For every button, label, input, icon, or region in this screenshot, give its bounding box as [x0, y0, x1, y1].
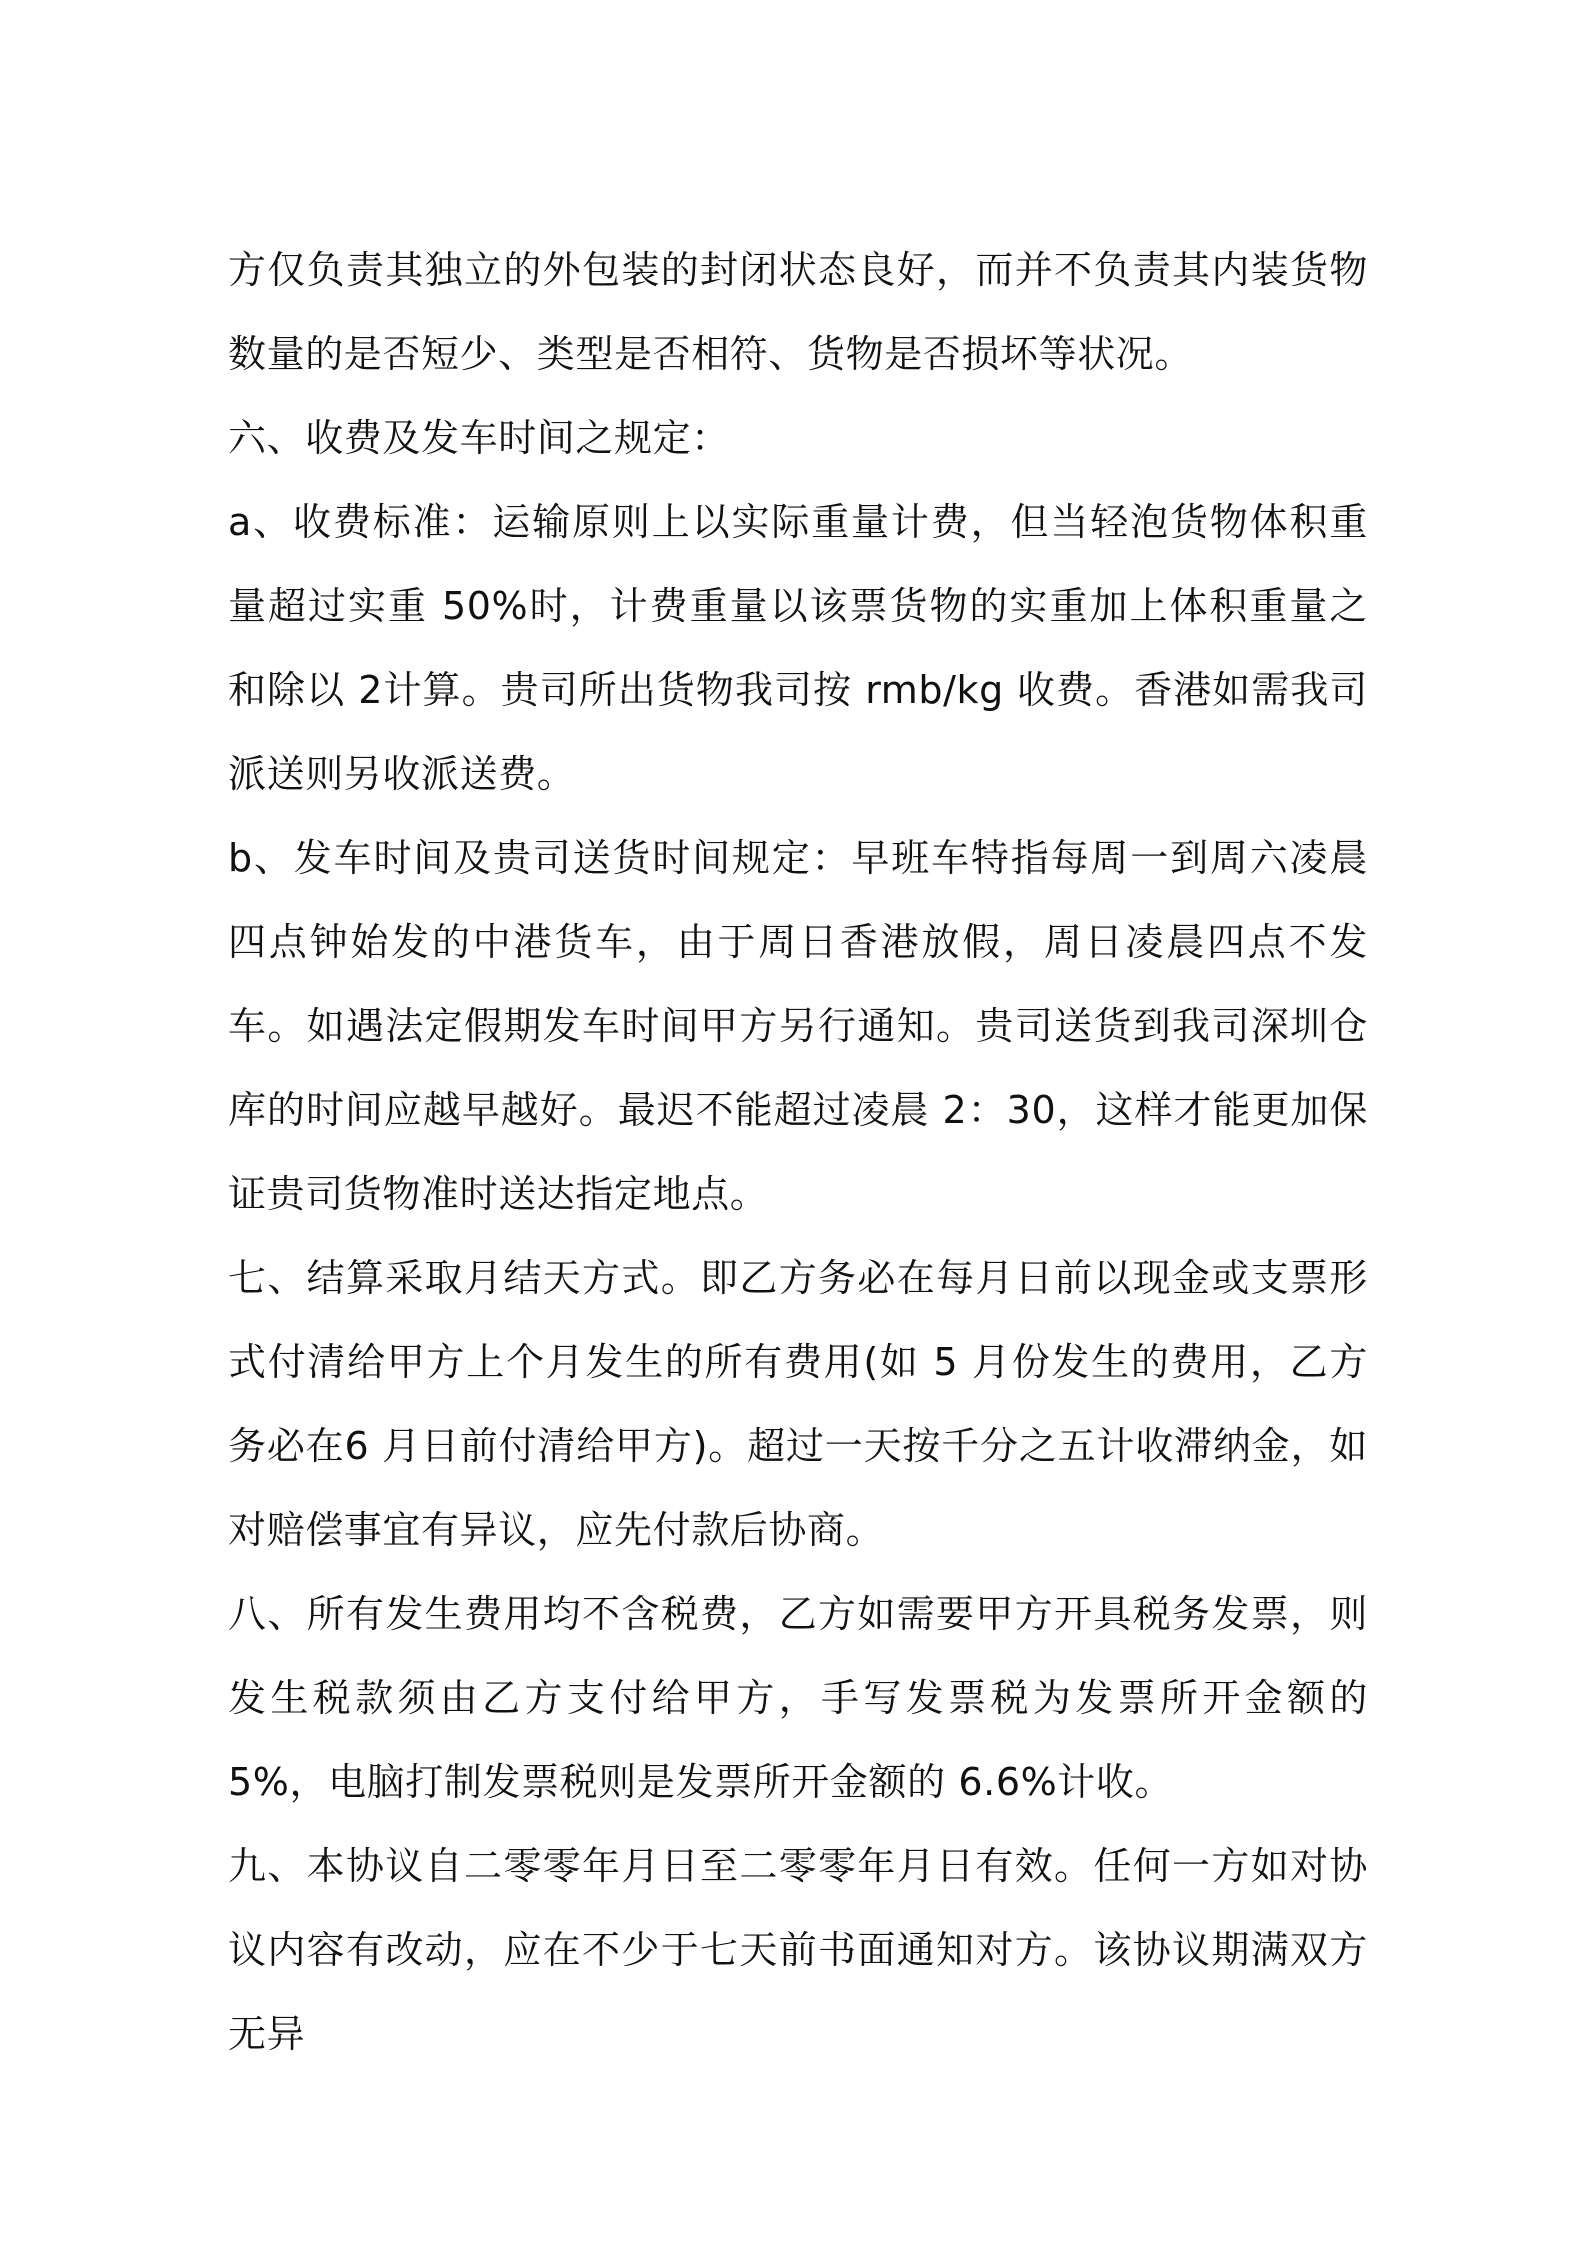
- paragraph-charging-standard: a、收费标准：运输原则上以实际重量计费，但当轻泡货物体积重量超过实重 50%时，计费重量以该票货物的实重加上体积重量之和除以 2计算。贵司所出货物我司按 rmb/kg 收费。香港如需我司派送则另收派送费。: [228, 500, 1368, 796]
- paragraph-packaging-liability: 方仅负责其独立的外包装的封闭状态良好，而并不负责其内装货物数量的是否短少、类型是否相符、货物是否损坏等状况。: [228, 248, 1368, 376]
- document-body: [228, 228, 1368, 2076]
- paragraph-settlement: 七、结算采取月结天方式。即乙方务必在每月日前以现金或支票形式付清给甲方上个月发生的所有费用(如 5 月份发生的费用，乙方务必在6 月日前付清给甲方)。超过一天按千分之五计收滞纳金，如对赔偿事宜有异议，应先付款后协商。: [228, 1256, 1368, 1552]
- paragraph-validity: 九、本协议自二零零年月日至二零零年月日有效。任何一方如对协议内容有改动，应在不少于七天前书面通知对方。该协议期满双方无异: [228, 1844, 1368, 2056]
- heading-section-six: 六、收费及发车时间之规定：: [228, 416, 730, 460]
- paragraph-departure-time: b、发车时间及贵司送货时间规定：早班车特指每周一到周六凌晨四点钟始发的中港货车，由于周日香港放假，周日凌晨四点不发车。如遇法定假期发车时间甲方另行通知。贵司送货到我司深圳仓库的时间应越早越好。最迟不能超过凌晨 2：30，这样才能更加保证贵司货物准时送达指定地点。: [228, 836, 1368, 1216]
- paragraph-taxes: 八、所有发生费用均不含税费，乙方如需要甲方开具税务发票，则发生税款须由乙方支付给甲方，手写发票税为发票所开金额的 5%，电脑打制发票税则是发票所开金额的 6.6%计收。: [228, 1592, 1368, 1804]
